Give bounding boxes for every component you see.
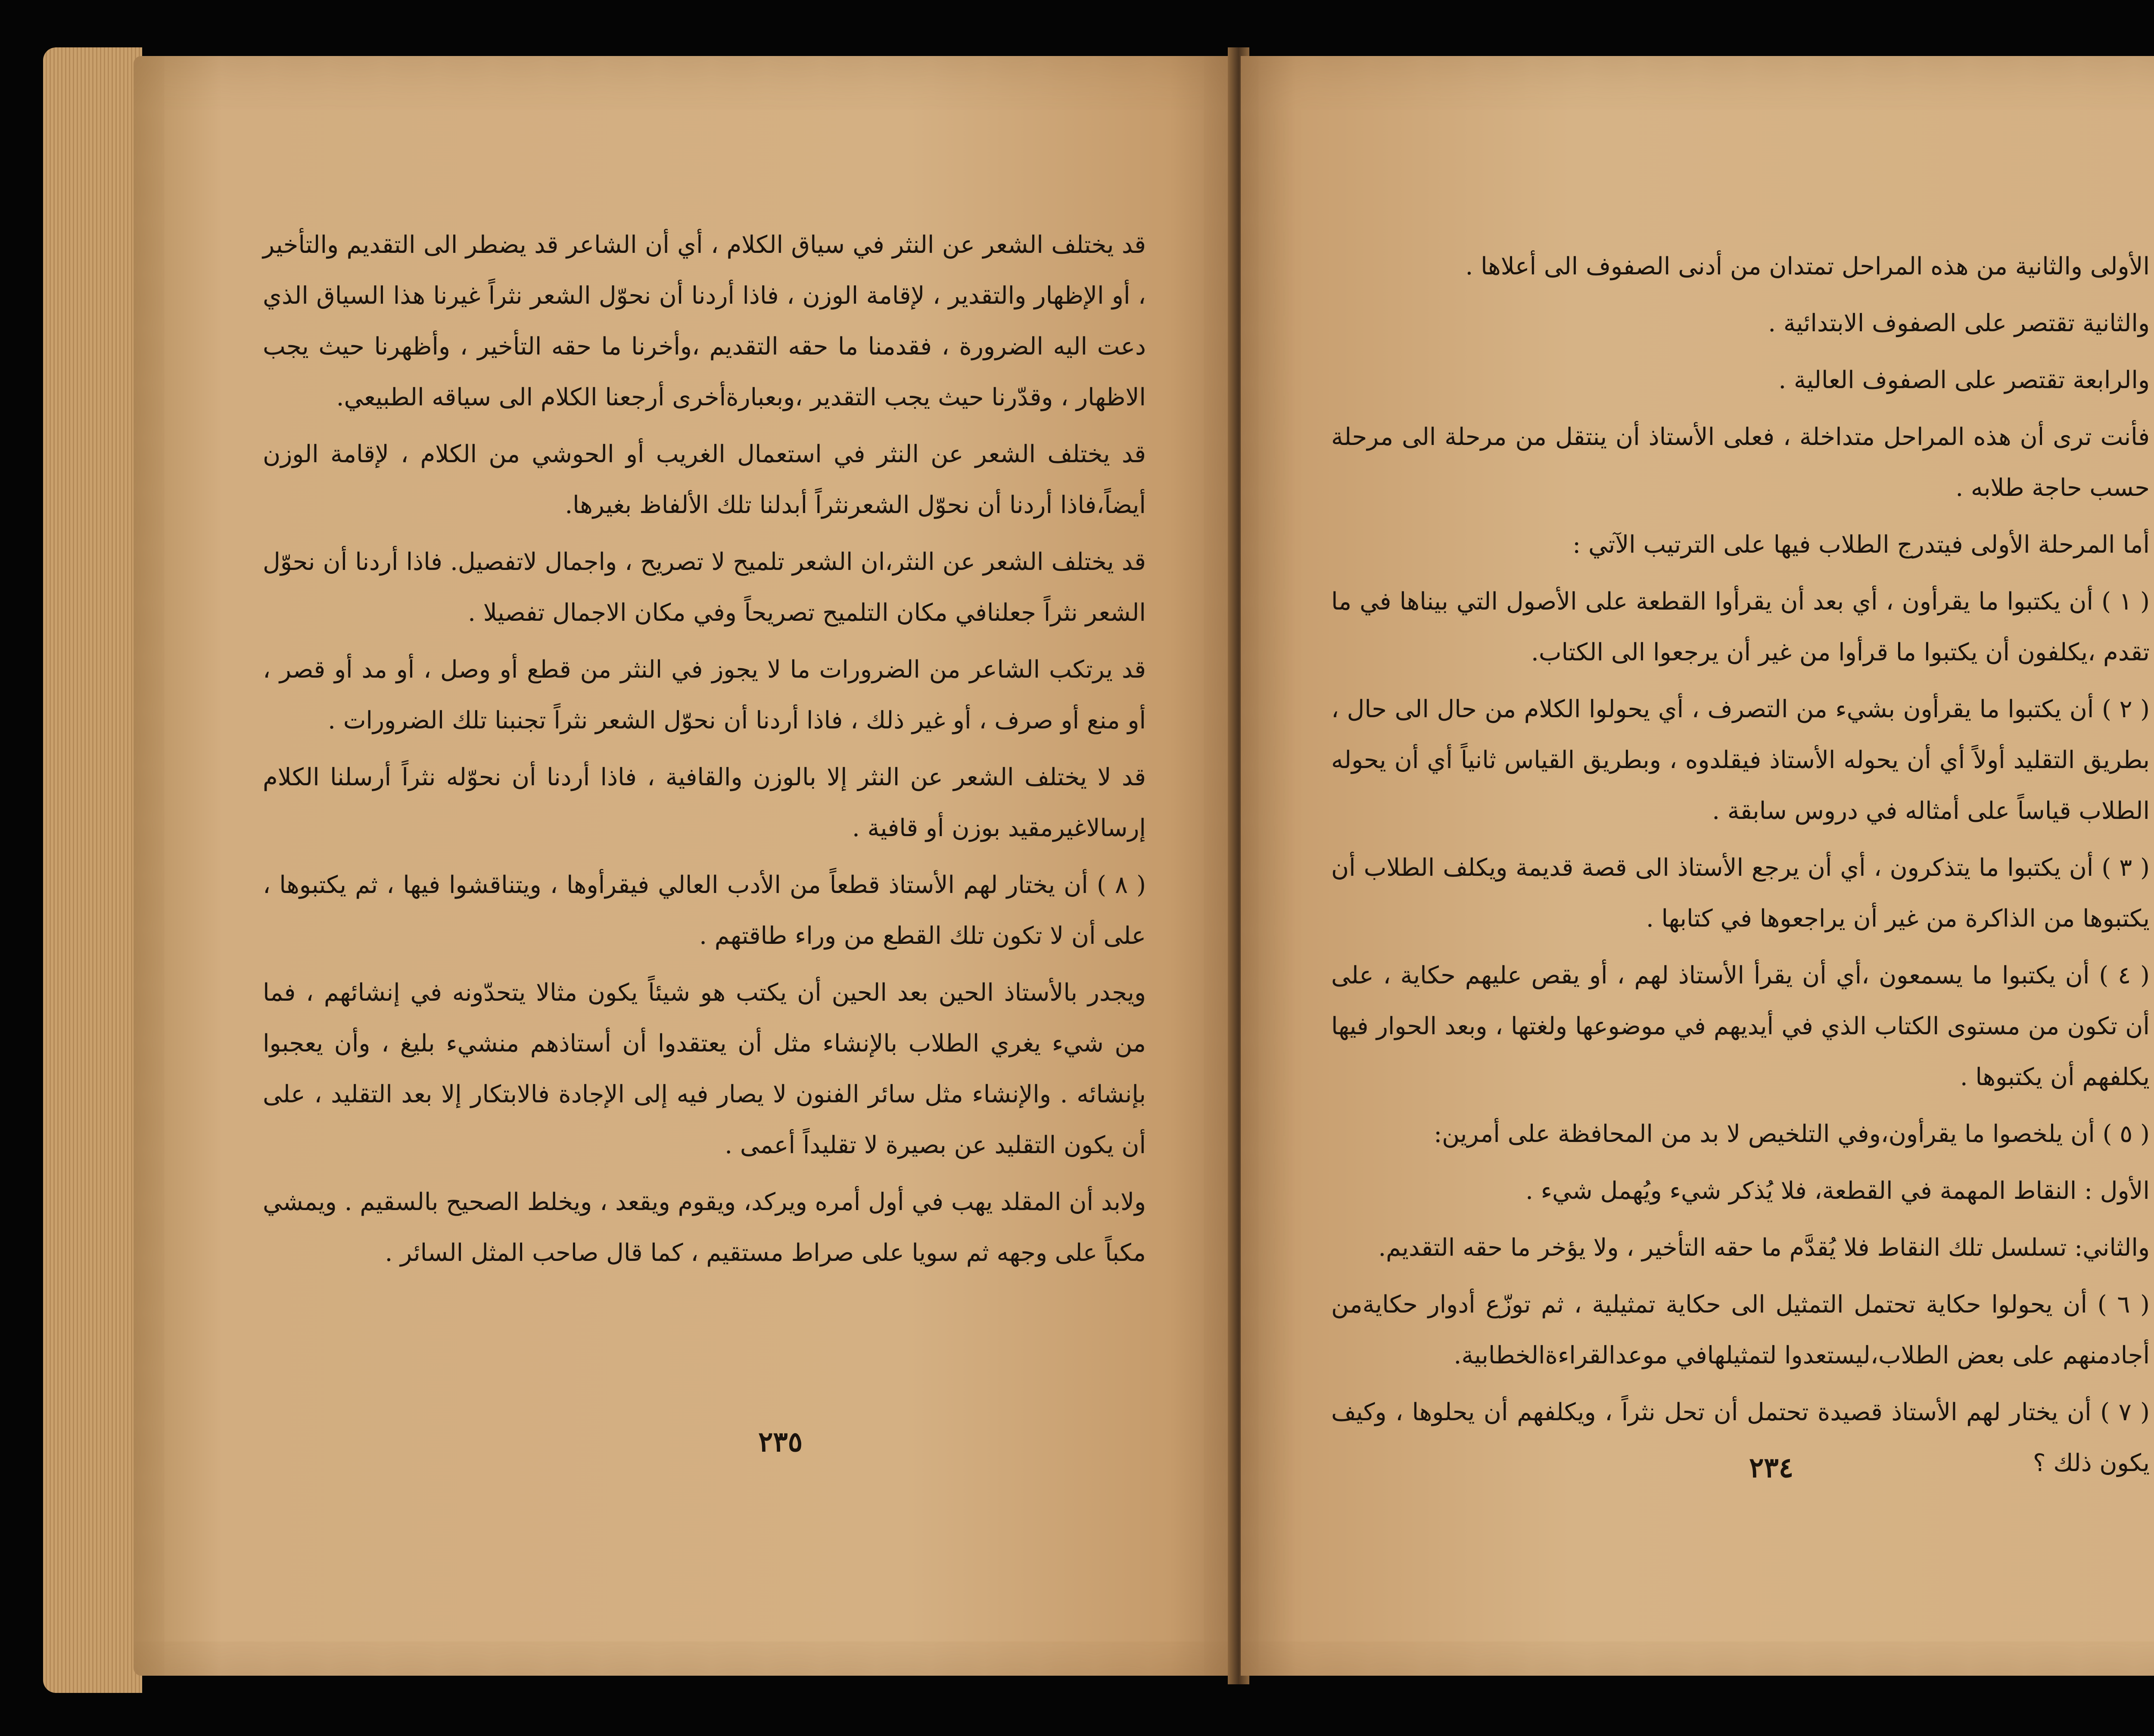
paragraph: فأنت ترى أن هذه المراحل متداخلة ، فعلى الأستاذ أن ينتقل من مرحلة الى مرحلة حسب حاجة طلابه .: [1331, 423, 2150, 502]
page-edges-left: [43, 47, 142, 1693]
paragraph: ولابد أن المقلد يهب في أول أمره ويركد، ويقوم ويقعد ، ويخلط الصحيح بالسقيم . ويمشي مكباً على وجهه ثم سويا على صراط مستقيم ، كما قال صاحب المثل السائر .: [263, 1188, 1146, 1267]
page-number-right: ٢٣٤: [1749, 1452, 1794, 1484]
paragraph: أما المرحلة الأولى فيتدرج الطلاب فيها على الترتيب الآتي :: [1572, 531, 2150, 559]
right-page: [1241, 56, 2154, 1676]
paragraph: ( ٨ ) أن يختار لهم الأستاذ قطعاً من الأدب العالي فيقرأوها ، ويتناقشوا فيها ، ثم يكتبوها ، على أن لا تكون تلك القطع من وراء طاقتهم .: [263, 871, 1146, 950]
page-number-left: ٢٣٥: [758, 1426, 803, 1458]
paragraph: والرابعة تقتصر على الصفوف العالية .: [1778, 366, 2150, 394]
paragraph: ويجدر بالأستاذ الحين بعد الحين أن يكتب هو شيئاً يكون مثالا يتحدّونه في إنشائهم ، فما من شيء يغري الطلاب بالإنشاء مثل أن يعتقدوا أن أستاذهم منشيء بليغ ، وأن يعجبوا بإنشائه . والإنشاء مثل سائر الفنون لا يصار فيه إلى الإجادة فالابتكار إلا بعد التقليد ، على أن يكون التقليد عن بصيرة لا تقليداً أعمى .: [263, 979, 1146, 1159]
paragraph: الأول : النقاط المهمة في القطعة، فلا يُذكر شيء ويُهمل شيء .: [1525, 1177, 2150, 1205]
paragraph: ( ٣ ) أن يكتبوا ما يتذكرون ، أي أن يرجع الأستاذ الى قصة قديمة ويكلف الطلاب أن يكتبوها من الذاكرة من غير أن يراجعوها في كتابها .: [1331, 854, 2150, 933]
paragraph: ( ١ ) أن يكتبوا ما يقرأون ، أي بعد أن يقرأوا القطعة على الأصول التي بيناها في ما تقدم ،يكلفون أن يكتبوا ما قرأوا من غير أن يرجعوا الى الكتاب.: [1331, 588, 2150, 666]
paragraph: قد يختلف الشعر عن النثر في استعمال الغريب أو الحوشي من الكلام ، لإقامة الوزن أيضاً،فاذا أردنا أن نحوّل الشعرنثراً أبدلنا تلك الألفاظ بغيرها.: [263, 440, 1146, 519]
paragraph: ( ٢ ) أن يكتبوا ما يقرأون بشيء من التصرف ، أي يحولوا الكلام من حال الى حال ، بطريق التقليد أولاً أي أن يحوله الأستاذ فيقلدوه ، وبطريق القياس ثانياً أي أن يحوله الطلاب قياساً على أمثاله في دروس سابقة .: [1331, 695, 2150, 825]
paragraph: والثاني: تسلسل تلك النقاط فلا يُقدَّم ما حقه التأخير ، ولا يؤخر ما حقه التقديم.: [1378, 1234, 2150, 1262]
paragraph: الأولى والثانية من هذه المراحل تمتدان من أدنى الصفوف الى أعلاها .: [1465, 252, 2150, 280]
right-page-text: [1331, 241, 2150, 1495]
paragraph: والثانية تقتصر على الصفوف الابتدائية .: [1768, 309, 2150, 337]
paragraph: ( ٤ ) أن يكتبوا ما يسمعون ،أي أن يقرأ الأستاذ لهم ، أو يقص عليهم حكاية ، على أن تكون من مستوى الكتاب الذي في أيديهم في موضوعها ولغتها ، وبعد الحوار فيها يكلفهم أن يكتبوها .: [1331, 961, 2150, 1091]
paragraph: ( ٧ ) أن يختار لهم الأستاذ قصيدة تحتمل أن تحل نثراً ، ويكلفهم أن يحلوها ، وكيف يكون ذلك ؟: [1331, 1398, 2150, 1477]
left-page: [134, 56, 1236, 1676]
paragraph: قد يختلف الشعر عن النثر في سياق الكلام ، أي أن الشاعر قد يضطر الى التقديم والتأخير ، أو الإظهار والتقدير ، لإقامة الوزن ، فاذا أردنا أن نحوّل الشعر نثراً غيرنا هذا السياق الذي دعت اليه الضرورة ، فقدمنا ما حقه التقديم ،وأخرنا ما حقه التأخير ، وأظهرنا حيث يجب الاظهار ، وقدّرنا حيث يجب التقدير ،وبعبارةأخرى أرجعنا الكلام الى سياقه الطبيعي.: [263, 231, 1146, 411]
paragraph: قد يختلف الشعر عن النثر،ان الشعر تلميح لا تصريح ، واجمال لاتفصيل. فاذا أردنا أن نحوّل الشعر نثراً جعلنافي مكان التلميح تصريحاً وفي مكان الاجمال تفصيلا .: [263, 548, 1146, 627]
paragraph: ( ٥ ) أن يلخصوا ما يقرأون،وفي التلخيص لا بد من المحافظة على أمرين:: [1434, 1120, 2150, 1148]
paragraph: ( ٦ ) أن يحولوا حكاية تحتمل التمثيل الى حكاية تمثيلية ، ثم توزّع أدوار حكايةمن أجادمنهم على بعض الطلاب،ليستعدوا لتمثيلهافي موعدالقراءةالخطابية.: [1331, 1291, 2150, 1369]
left-page-text: [263, 220, 1146, 1285]
open-book: [34, 30, 2154, 1710]
paragraph: قد لا يختلف الشعر عن النثر إلا بالوزن والقافية ، فاذا أردنا أن نحوّله نثراً أرسلنا الكلام إرسالاغيرمقيد بوزن أو قافية .: [263, 763, 1146, 842]
paragraph: قد يرتكب الشاعر من الضرورات ما لا يجوز في النثر من قطع أو وصل ، أو مد أو قصر ، أو منع أو صرف ، أو غير ذلك ، فاذا أردنا أن نحوّل الشعر نثراً تجنبنا تلك الضرورات .: [263, 656, 1146, 734]
